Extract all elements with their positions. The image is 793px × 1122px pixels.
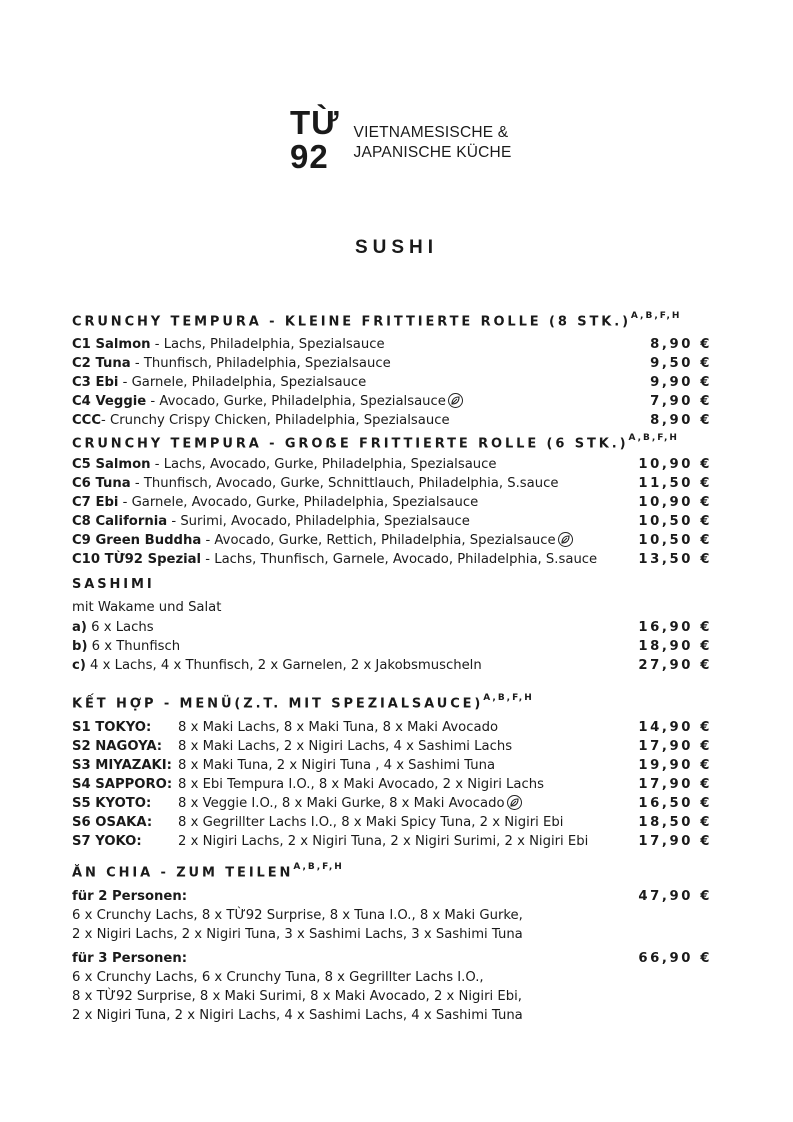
sharing-three-line-1: 6 x Crunchy Lachs, 6 x Crunchy Tuna, 8 x Gegrillter Lachs I.O., (72, 970, 484, 985)
menu-item-s4 (72, 775, 712, 794)
item-price: 17,90 € (638, 834, 712, 849)
vegetarian-leaf-icon (558, 532, 573, 547)
sharing-three-line-3: 2 x Nigiri Tuna, 2 x Nigiri Lachs, 4 x Sashimi Lachs, 4 x Sashimi Tuna (72, 1008, 523, 1023)
logo-text (354, 123, 512, 163)
allergen-codes: A,B,F,H (630, 311, 682, 321)
item-name: a) (72, 620, 87, 635)
menu-item-sashimi-c (72, 656, 712, 675)
item-description: 8 x Maki Lachs, 2 x Nigiri Lachs, 4 x Sashimi Lachs (178, 739, 513, 754)
item-description: 8 x Ebi Tempura I.O., 8 x Maki Avocado, 2 x Nigiri Lachs (178, 777, 544, 792)
sharing-three-persons (72, 949, 712, 968)
item-price: 16,90 € (638, 620, 712, 635)
item-description: - Surimi, Avocado, Philadelphia, Spezialsauce (167, 514, 470, 529)
item-description: 8 x Veggie I.O., 8 x Maki Gurke, 8 x Maki Avocado (178, 796, 505, 811)
item-description: - Lachs, Thunfisch, Garnele, Avocado, Philadelphia, S.sauce (201, 552, 598, 567)
page-title: SUSHI (354, 237, 439, 258)
menu-item-c4 (72, 392, 712, 411)
item-price: 10,90 € (638, 495, 712, 510)
menu-item-c7 (72, 493, 712, 512)
sharing-two-line-1: 6 x Crunchy Lachs, 8 x TỪ92 Surprise, 8 x Tuna I.O., 8 x Maki Gurke, (72, 908, 523, 923)
item-name: C8 California (72, 514, 168, 529)
menu-item-c5 (72, 455, 712, 474)
item-name: S7 YOKO: (72, 834, 142, 849)
item-name: C10 TỪ92 Spezial (72, 552, 202, 567)
item-price: 8,90 € (650, 413, 712, 428)
item-name: CCC (72, 413, 102, 428)
item-description: - Avocado, Gurke, Rettich, Philadelphia, Spezialsauce (201, 533, 556, 548)
logo-text-line1: VIETNAMESISCHE & (353, 124, 509, 141)
menu-item-sashimi-b (72, 637, 712, 656)
item-name: b) (72, 639, 88, 654)
item-description: - Garnele, Philadelphia, Spezialsauce (118, 375, 367, 390)
menu-item-sashimi-a (72, 618, 712, 637)
logo-text-line2: JAPANISCHE KÜCHE (353, 144, 512, 161)
item-price: 9,90 € (650, 375, 712, 390)
vegetarian-leaf-icon (448, 393, 463, 408)
item-description: 4 x Lachs, 4 x Thunfisch, 2 x Garnelen, 2 x Jakobsmuscheln (85, 658, 482, 673)
menu-item-c10 (72, 550, 712, 569)
item-description: - Garnele, Avocado, Gurke, Philadelphia, Spezialsauce (118, 495, 479, 510)
item-price: 17,90 € (638, 739, 712, 754)
item-description: - Thunfisch, Avocado, Gurke, Schnittlauch, Philadelphia, S.sauce (130, 476, 559, 491)
section-title-an-chia (72, 864, 344, 880)
item-name: S2 NAGOYA: (72, 739, 163, 754)
item-description: 6 x Thunfisch (87, 639, 181, 654)
item-name: S3 MIYAZAKI: (72, 758, 172, 773)
item-name: C9 Green Buddha (72, 533, 202, 548)
section-title-sashimi: SASHIMI (72, 577, 155, 592)
section-title-ket-hop (72, 695, 534, 711)
section-title-text: ĂN CHIA - ZUM TEILEN (72, 865, 294, 881)
logo-mark (290, 106, 340, 174)
item-price: 16,50 € (638, 796, 712, 811)
item-price: 9,50 € (650, 356, 712, 371)
item-name: C7 Ebi (72, 495, 119, 510)
item-price: 10,50 € (638, 533, 712, 548)
item-price: 47,90 € (638, 889, 712, 904)
item-price: 27,90 € (638, 658, 712, 673)
menu-item-c1 (72, 335, 712, 354)
menu-item-c9 (72, 531, 712, 550)
menu-item-s3 (72, 756, 712, 775)
item-name: C2 Tuna (72, 356, 131, 371)
item-description: 6 x Lachs (86, 620, 154, 635)
menu-item-s2 (72, 737, 712, 756)
section-title-big-rolls (72, 435, 679, 451)
sharing-two-line-2: 2 x Nigiri Lachs, 2 x Nigiri Tuna, 3 x Sashimi Lachs, 3 x Sashimi Tuna (72, 927, 523, 942)
logo-mark-line1: TỪ (290, 104, 340, 141)
item-name: S4 SAPPORO: (72, 777, 173, 792)
sharing-three-line-2: 8 x TỪ92 Surprise, 8 x Maki Surimi, 8 x Maki Avocado, 2 x Nigiri Ebi, (72, 989, 522, 1004)
item-price: 11,50 € (638, 476, 712, 491)
item-price: 8,90 € (650, 337, 712, 352)
menu-item-s6 (72, 813, 712, 832)
vegetarian-leaf-icon (507, 795, 522, 810)
item-price: 17,90 € (638, 777, 712, 792)
logo-mark-line2: 92 (290, 138, 329, 175)
item-name: S1 TOKYO: (72, 720, 152, 735)
item-price: 19,90 € (638, 758, 712, 773)
item-name: für 2 Personen: (72, 889, 188, 904)
item-description: - Avocado, Gurke, Philadelphia, Spezialsauce (146, 394, 446, 409)
section-title-text: KẾT HỢP - MENÜ(Z.T. MIT SPEZIALSAUCE) (72, 696, 484, 712)
item-price: 10,90 € (638, 457, 712, 472)
item-price: 10,50 € (638, 514, 712, 529)
item-description: 2 x Nigiri Lachs, 2 x Nigiri Tuna, 2 x Nigiri Surimi, 2 x Nigiri Ebi (178, 834, 589, 849)
section-title-small-rolls (72, 313, 681, 329)
menu-item-s5 (72, 794, 712, 813)
item-price: 18,90 € (638, 639, 712, 654)
item-name: c) (72, 658, 86, 673)
menu-item-c8 (72, 512, 712, 531)
sashimi-subtitle: mit Wakame und Salat (72, 600, 222, 615)
section-title-text: CRUNCHY TEMPURA - KLEINE FRITTIERTE ROLLE (8 STK.) (72, 314, 631, 330)
item-price: 14,90 € (638, 720, 712, 735)
menu-item-c3 (72, 373, 712, 392)
allergen-codes: A,B,F,H (483, 693, 534, 703)
item-name: C3 Ebi (72, 375, 119, 390)
item-name: C6 Tuna (72, 476, 131, 491)
item-description: 8 x Gegrillter Lachs I.O., 8 x Maki Spicy Tuna, 2 x Nigiri Ebi (178, 815, 564, 830)
item-price: 18,50 € (638, 815, 712, 830)
item-description: 8 x Maki Lachs, 8 x Maki Tuna, 8 x Maki Avocado (178, 720, 499, 735)
item-description: 8 x Maki Tuna, 2 x Nigiri Tuna , 4 x Sashimi Tuna (178, 758, 496, 773)
item-description: - Lachs, Philadelphia, Spezialsauce (150, 337, 385, 352)
menu-item-s7 (72, 832, 712, 851)
item-price: 66,90 € (638, 951, 712, 966)
item-price: 13,50 € (638, 552, 712, 567)
menu-item-c6 (72, 474, 712, 493)
allergen-codes: A,B,F,H (628, 433, 679, 443)
restaurant-logo (290, 106, 512, 174)
item-name: C5 Salmon (72, 457, 151, 472)
item-description: - Thunfisch, Philadelphia, Spezialsauce (130, 356, 391, 371)
item-name: C1 Salmon (72, 337, 151, 352)
allergen-codes: A,B,F,H (293, 862, 344, 872)
item-description: - Lachs, Avocado, Gurke, Philadelphia, Spezialsauce (150, 457, 497, 472)
item-name: für 3 Personen: (72, 951, 188, 966)
section-title-text: CRUNCHY TEMPURA - GROẞE FRITTIERTE ROLLE (6 STK.) (72, 436, 629, 452)
menu-item-c2 (72, 354, 712, 373)
item-name: S6 OSAKA: (72, 815, 153, 830)
item-name: C4 Veggie (72, 394, 147, 409)
item-description: - Crunchy Crispy Chicken, Philadelphia, Spezialsauce (101, 413, 450, 428)
sharing-two-persons (72, 887, 712, 906)
item-name: S5 KYOTO: (72, 796, 152, 811)
menu-item-s1 (72, 718, 712, 737)
menu-item-ccc (72, 411, 712, 430)
item-price: 7,90 € (650, 394, 712, 409)
